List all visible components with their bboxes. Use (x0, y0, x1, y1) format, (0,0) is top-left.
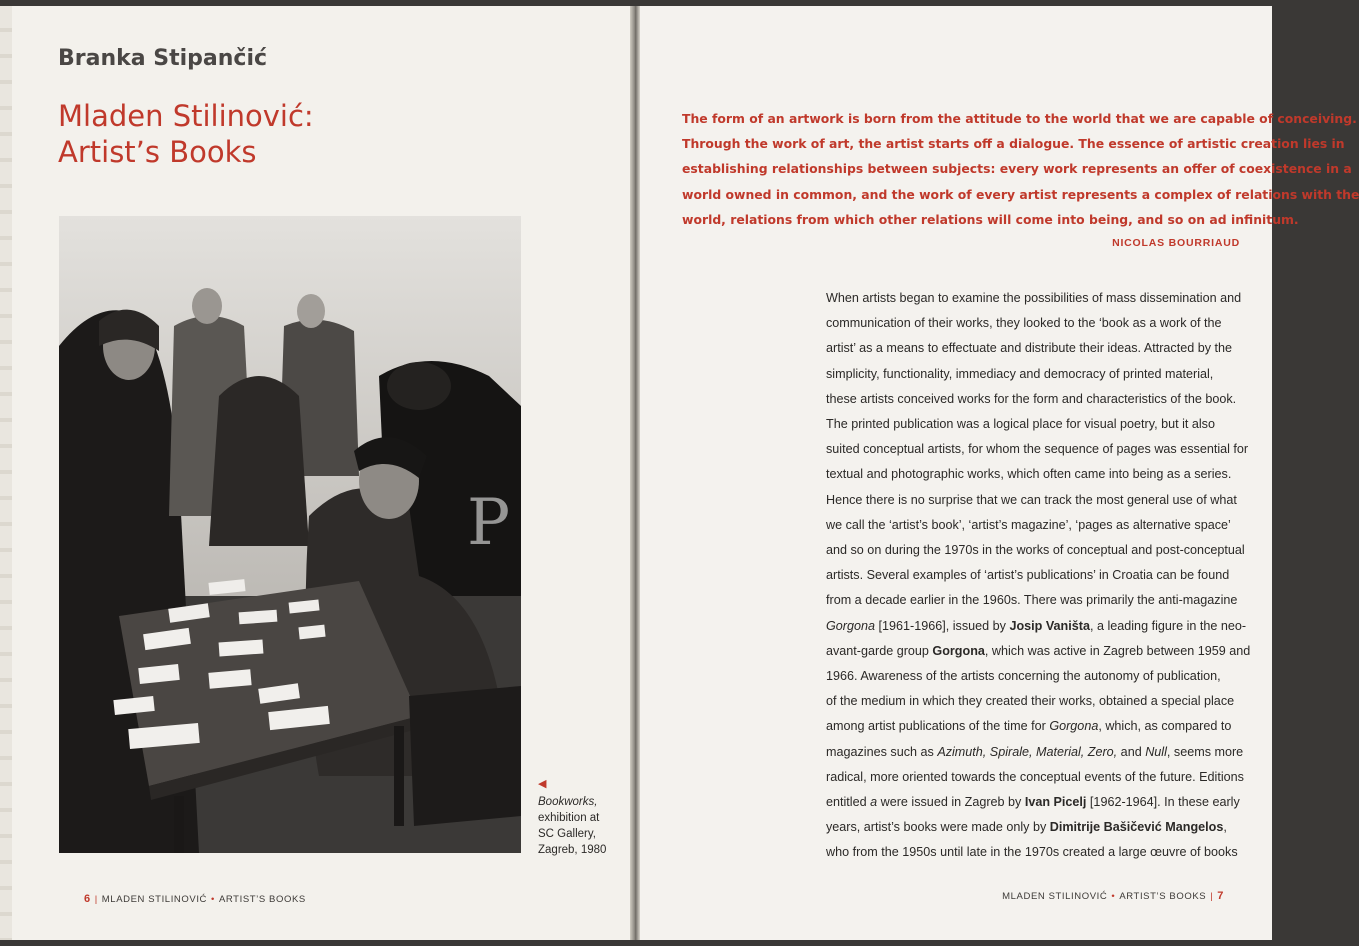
quote-line: world, relations from which other relations will come into being, and so on ad infinitum. (682, 211, 1299, 227)
body-line (826, 614, 1246, 639)
text-run: , which was active in Zagreb between 1959 and (984, 643, 1251, 658)
body-line: artists. Several examples of ‘artist’s publications’ in Croatia can be found (826, 568, 1230, 583)
body-line: When artists began to examine the possibilities of mass dissemination and (826, 291, 1242, 305)
italic-title: Null (1145, 744, 1167, 759)
body-line: textual and photographic works, which often came into being as a series. (826, 467, 1232, 482)
body-line: and so on during the 1970s in the works of conceptual and post-conceptual (826, 543, 1245, 558)
book-gutter (630, 6, 640, 940)
italic-title: Gorgona (826, 618, 876, 633)
left-page-footer (84, 893, 306, 905)
quote-line: world owned in common, and the work of every artist represents a complex of relations with the (682, 186, 1359, 202)
body-line: these artists conceived works for the form and characteristics of the book. (826, 391, 1237, 406)
running-head-left: MLADEN STILINOVIĆ (101, 894, 208, 905)
text-run: were issued in Zagreb by (877, 795, 1025, 810)
page-number: 6 (84, 893, 91, 905)
footer-bullet: • (1111, 891, 1116, 902)
watermark: P (467, 486, 511, 560)
italic-title: a (870, 795, 878, 810)
body-line: from a decade earlier in the 1960s. There was primarily the anti-magazine (826, 593, 1238, 608)
body-line: suited conceptual artists, for whom the sequence of pages was essential for (826, 442, 1249, 457)
body-line: communication of their works, they looked to the ‘book as a work of the (826, 316, 1222, 331)
text-run: years, artist’s books were made only by (826, 820, 1050, 835)
author-name: Branka Stipančić (58, 46, 268, 71)
title-line-2: Artist’s Books (58, 135, 257, 169)
italic-title: Gorgona (1049, 719, 1099, 734)
caption-line: exhibition at (538, 812, 600, 824)
running-head-left: MLADEN STILINOVIĆ (1002, 891, 1108, 902)
quote-author: NICOLAS BOURRIAUD (1112, 237, 1240, 249)
footer-separator: | (94, 894, 98, 905)
left-page (12, 6, 630, 940)
running-head-right: ARTIST’S BOOKS (218, 894, 306, 905)
quote-line: The form of an artwork is born from the attitude to the world that we are capable of conceiving. (682, 111, 1357, 126)
body-line: The printed publication was a logical place for visual poetry, but it also (826, 417, 1215, 432)
footer-separator: | (1210, 891, 1214, 902)
caption-title: Bookworks, (538, 796, 598, 808)
epigraph-quote (682, 106, 1359, 232)
title-line-1: Mladen Stilinović: (58, 99, 314, 133)
caption-marker-icon: ◀ (538, 778, 547, 790)
bold-name: Dimitrije Bašičević Mangelos (1049, 820, 1224, 835)
text-run: and (1117, 744, 1146, 759)
body-line: artist’ as a means to effectuate and distribute their ideas. Attracted by the (826, 341, 1233, 356)
text-run: , a leading figure in the neo- (1089, 618, 1247, 633)
bold-name: Josip Vaništa (1009, 618, 1090, 633)
body-line: simplicity, functionality, immediacy and democracy of printed material, (826, 366, 1214, 381)
body-line (826, 639, 1251, 664)
bold-name: Ivan Picelj (1024, 795, 1087, 810)
body-line (826, 740, 1246, 765)
body-line: we call the ‘artist’s book’, ‘artist’s magazine’, ‘pages as alternative space’ (826, 517, 1231, 532)
caption-line: Zagreb, 1980 (538, 844, 607, 856)
photo-caption (538, 776, 618, 858)
body-paragraph (826, 286, 1251, 866)
text-run: among artist publications of the time for (826, 719, 1050, 734)
exhibition-photo (59, 216, 521, 853)
text-run: , seems more (1166, 744, 1244, 759)
body-line: who from the 1950s until late in the 1970s created a large œuvre of books (826, 845, 1238, 860)
body-line: 1966. Awareness of the artists concerning the autonomy of publication, (826, 669, 1221, 684)
body-line: of the medium in which they created their works, obtained a special place (826, 694, 1235, 709)
body-line (826, 815, 1246, 840)
text-run: [1961-1966], issued by (875, 618, 1010, 633)
text-run: , (1223, 820, 1227, 835)
body-line (826, 714, 1246, 739)
quote-line: establishing relationships between subjects: every work represents an offer of coexistence in a (682, 161, 1352, 177)
text-run: , which, as compared to (1098, 719, 1232, 734)
caption-line: SC Gallery, (538, 828, 596, 840)
article-title (58, 98, 314, 170)
quote-line: Through the work of art, the artist starts off a dialogue. The essence of artistic creation lies in (682, 136, 1345, 152)
body-line: radical, more oriented towards the conceptual events of the future. Editions (826, 769, 1244, 784)
text-run: [1962-1964]. In these early (1086, 795, 1240, 810)
italic-title: Azimuth, Spirale, Material, Zero, (937, 744, 1118, 759)
text-run: avant-garde group (826, 643, 933, 658)
right-page-footer (1002, 890, 1224, 902)
text-run: magazines such as (826, 744, 938, 759)
footer-bullet: • (211, 894, 215, 905)
body-line: Hence there is no surprise that we can track the most general use of what (826, 492, 1237, 507)
bold-name: Gorgona (932, 643, 985, 658)
body-line (826, 790, 1246, 815)
running-head-right: ARTIST’S BOOKS (1119, 891, 1207, 902)
page-number: 7 (1217, 890, 1224, 902)
right-page (640, 6, 1359, 940)
text-run: entitled (826, 795, 871, 810)
